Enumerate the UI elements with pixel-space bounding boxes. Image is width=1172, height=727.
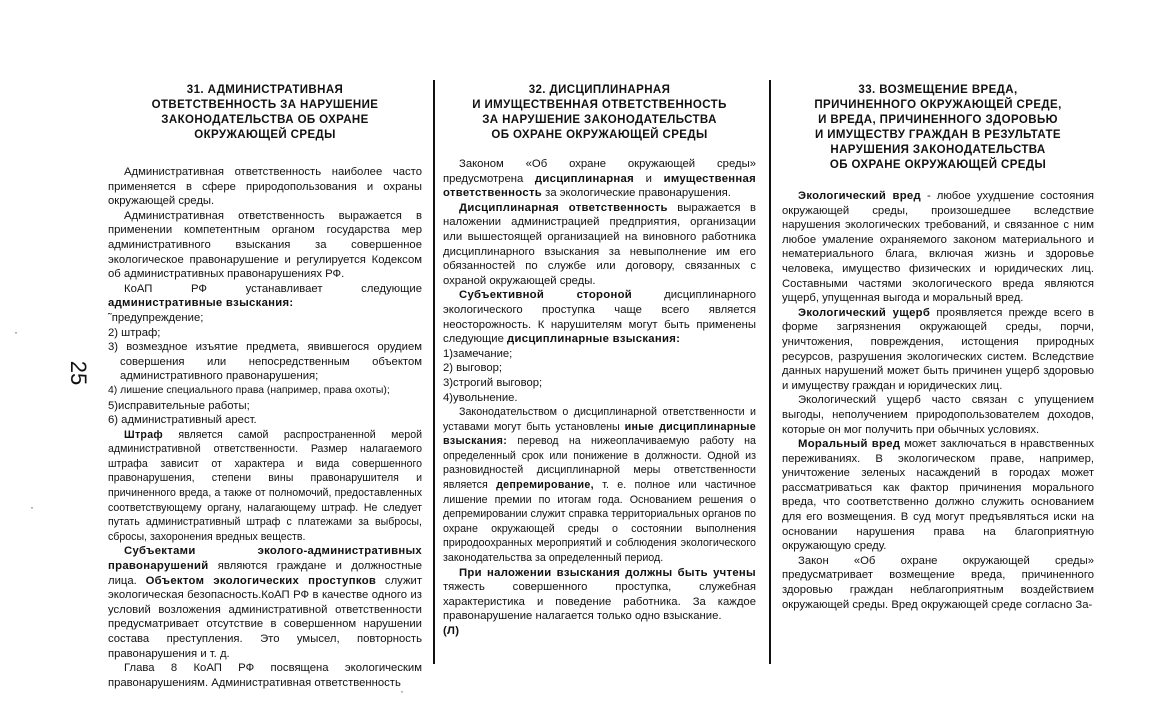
paragraph: [443, 157, 756, 201]
paragraph: Глава 8 КоАП РФ посвящена экологическим правонарушениям. Административная ответственность: [108, 662, 422, 689]
bold-term: Экологический вред: [798, 190, 921, 202]
list-item: 2) штраф;: [108, 326, 161, 339]
column-divider-right: [769, 80, 771, 664]
heading-line: 33. ВОЗМЕЩЕНИЕ ВРЕДА,: [858, 84, 1018, 96]
paragraph: Экологический ущерб часто связан с упущением выгоды, неполучением природопользователем доходов, которые он мог получить при обычных условиях.: [782, 394, 1094, 436]
bold-term: Экологический ущерб: [798, 306, 931, 319]
text: может заключаться в нравственных переживаниях. В экологическом праве, например, уничтожение зеленых насаждений в городах может рассматриваться как фактор причинения морального вреда, что соответственно должно служить основанием для его возмещения. В суд могут предъявляться иски на основании нарушения права на благоприятную окружающую среду.: [782, 438, 1094, 553]
bold-term: дисциплинарные взыскания:: [507, 333, 681, 346]
bold-term: депремирование,: [496, 479, 594, 492]
heading-line: ОКРУЖАЮЩЕЙ СРЕДЫ: [194, 129, 336, 141]
text: служит экологическая безопасность.КоАП РФ в качестве одного из условий возложения административной ответственности предусматривает отсутствие в совершенном нарушении состава преступления. Это умысел, повторность правонарушения и т. д.: [108, 574, 422, 660]
bold-term: имущественная ответственность: [443, 172, 756, 200]
section-heading-33: [782, 83, 1094, 173]
text: за экологические правонарушения.: [542, 187, 731, 200]
bold-term: Субъектами эколого-административных правонарушений: [108, 545, 422, 573]
list-item: 1)замечание;: [443, 347, 513, 360]
bold-term: Дисциплинарная ответственность: [459, 201, 668, 214]
bold-term: иные дисциплинарные взыскания:: [443, 420, 756, 448]
scan-speck: ·: [30, 500, 34, 514]
heading-line: НАРУШЕНИЯ ЗАКОНОДАТЕЛЬСТВА: [830, 144, 1046, 156]
heading-line: ОБ ОХРАНЕ ОКРУЖАЮЩЕЙ СРЕДЫ: [491, 129, 708, 141]
heading-line: 32. ДИСЦИПЛИНАРНАЯ: [528, 84, 671, 96]
text: КоАП РФ устанавливает следующие: [124, 282, 422, 295]
heading-line: И ИМУЩЕСТВЕННАЯ ОТВЕТСТВЕННОСТЬ: [472, 99, 727, 111]
paragraph: [782, 437, 1094, 554]
paragraph: [443, 405, 756, 566]
text: перевод на нижеоплачиваемую работу на определенный срок или понижение в должности. Одной из разновидностей дисциплинарной меры ответственности является: [443, 435, 756, 492]
heading-line: ОТВЕТСТВЕННОСТЬ ЗА НАРУШЕНИЕ: [151, 99, 379, 111]
paragraph: [782, 189, 1094, 306]
text: т. е. полное или частичное лишение премии по итогам года. Основанием решения о депремировании служит справка территориальных органов по охране окружающей среды о состоянии выполнения природоохранных мероприятий и соблюдения экологического законодательства за определенный период.: [443, 479, 756, 565]
bold-term: (Л): [443, 625, 460, 637]
list-item: 4) лишение специального права (например, права охоты);: [108, 384, 390, 396]
paragraph: [782, 306, 1094, 394]
column-divider-left: [433, 80, 435, 664]
text: являются граждане и должностные лица.: [108, 560, 422, 587]
list-item: ˜предупреждение;: [108, 311, 204, 324]
list-item: 3) возмездное изъятие предмета, явившегося орудием совершения или непосредственным объектом административного правонарушения;: [108, 341, 422, 383]
text: тяжесть совершенного проступка, служебная характеристика и поведение работника. За каждое правонарушение налагается только одно взыскание.: [443, 581, 756, 623]
heading-line: ОБ ОХРАНЕ ОКРУЖАЮЩЕЙ СРЕДЫ: [829, 159, 1047, 171]
column-31: [108, 83, 422, 690]
list-item: 4)увольнение.: [443, 391, 518, 404]
paragraph: [108, 282, 422, 311]
page-number: 25: [66, 360, 92, 386]
paragraph: [443, 201, 756, 289]
text: - любое ухудшение состояния окружающей среды, произошедшее вследствие нарушения экологических требований, и связанное с ним любое умаление охраняемого законом материального и нематериального блага, включая жизнь и здоровье человека, имущество физических и юридических лиц. Составными частями экологического вреда являются ущерб, упущенная выгода и моральный вред.: [782, 190, 1094, 305]
paragraph-mark: [443, 624, 756, 639]
text: Законом «Об охране окружающей среды» предусмотрена: [443, 158, 756, 185]
paragraph: [108, 428, 422, 545]
bold-term: административные взыскания:: [108, 297, 294, 310]
paragraph: Административная ответственность выражается в применении компетентным органом государства мер административного взыскания за совершенное экологическое правонарушение и регулируется Кодексом об административных правонарушениях РФ.: [108, 209, 422, 281]
bold-term: Объектом экологических проступков: [145, 574, 377, 587]
text: является самой распространенной мерой административной ответственности. Размер налагаемого штрафа зависит от характера и вида совершенного правонарушения, степени вины правонарушителя и причиненного вреда, а также от полномочий, предоставленных соответствующему органу, налагающему штраф. Не следует путать административный штраф с платежами за выбросы, сбросы, захоронения вредных веществ.: [108, 428, 422, 543]
section-heading-31: [108, 83, 422, 143]
list-item: 5)исправительные работы;: [108, 399, 250, 412]
text: выражается в наложении администрацией предприятия, организации или вышестоящей организацией на виновного работника дисциплинарного взыскания за невыполнение им его обязанностей по службе или договору, связанных с охраной окружающей среды.: [443, 201, 756, 287]
heading-line: И ИМУЩЕСТВУ ГРАЖДАН В РЕЗУЛЬТАТЕ: [814, 129, 1061, 141]
heading-line: ПРИЧИНЕННОГО ОКРУЖАЮЩЕЙ СРЕДЕ,: [814, 99, 1062, 111]
heading-line: И ВРЕДА, ПРИЧИНЕННОГО ЗДОРОВЬЮ: [818, 114, 1058, 126]
bold-term: Моральный вред: [798, 438, 901, 451]
bold-term: дисциплинарная: [534, 172, 635, 185]
section-heading-32: [443, 83, 756, 143]
column-32: [443, 83, 756, 639]
column-33: [782, 83, 1094, 612]
text: и: [634, 172, 664, 185]
list-item: 3)строгий выговор;: [443, 376, 543, 389]
scan-speck: ·: [400, 684, 404, 698]
scan-speck: ·: [14, 325, 18, 339]
paragraph: [443, 288, 756, 346]
text: дисциплинарного экологического проступка чаще всего является неосторожность. К нарушителям могут быть применены следующие: [443, 289, 756, 346]
text: проявляется прежде всего в форме загрязнения окружающей среды, порчи, уничтожения, повреждения, истощения природных ресурсов, разрушения экологических систем. Вследствие данных нарушений может быть причинен ущерб здоровью и имуществу граждан и юридических лиц.: [782, 306, 1094, 392]
paragraph: Административная ответственность наиболее часто применяется в сфере природопользования и охраны окружающей среды.: [108, 166, 422, 208]
heading-line: ЗАКОНОДАТЕЛЬСТВА ОБ ОХРАНЕ: [161, 114, 369, 126]
bold-term: Штраф: [124, 428, 163, 441]
paragraph: [443, 566, 756, 624]
heading-line: 31. АДМИНИСТРАТИВНАЯ: [186, 84, 344, 96]
bold-term: При наложении взыскания должны быть учтены: [459, 566, 756, 579]
text: Законодательством о дисциплинарной ответственности и уставами могут быть установлены: [443, 406, 756, 433]
list-item: 6) административный арест.: [108, 414, 257, 427]
paragraph: [108, 544, 422, 661]
list-item: 2) выговор;: [443, 362, 503, 375]
paragraph: Закон «Об охране окружающей среды» предусматривает возмещение вреда, причиненного здоровью граждан неблагоприятным воздействием окружающей среды. Вред окружающей среде согласно За-: [782, 554, 1094, 611]
bold-term: Субъективной стороной: [459, 289, 633, 302]
heading-line: ЗА НАРУШЕНИЕ ЗАКОНОДАТЕЛЬСТВА: [482, 114, 717, 126]
